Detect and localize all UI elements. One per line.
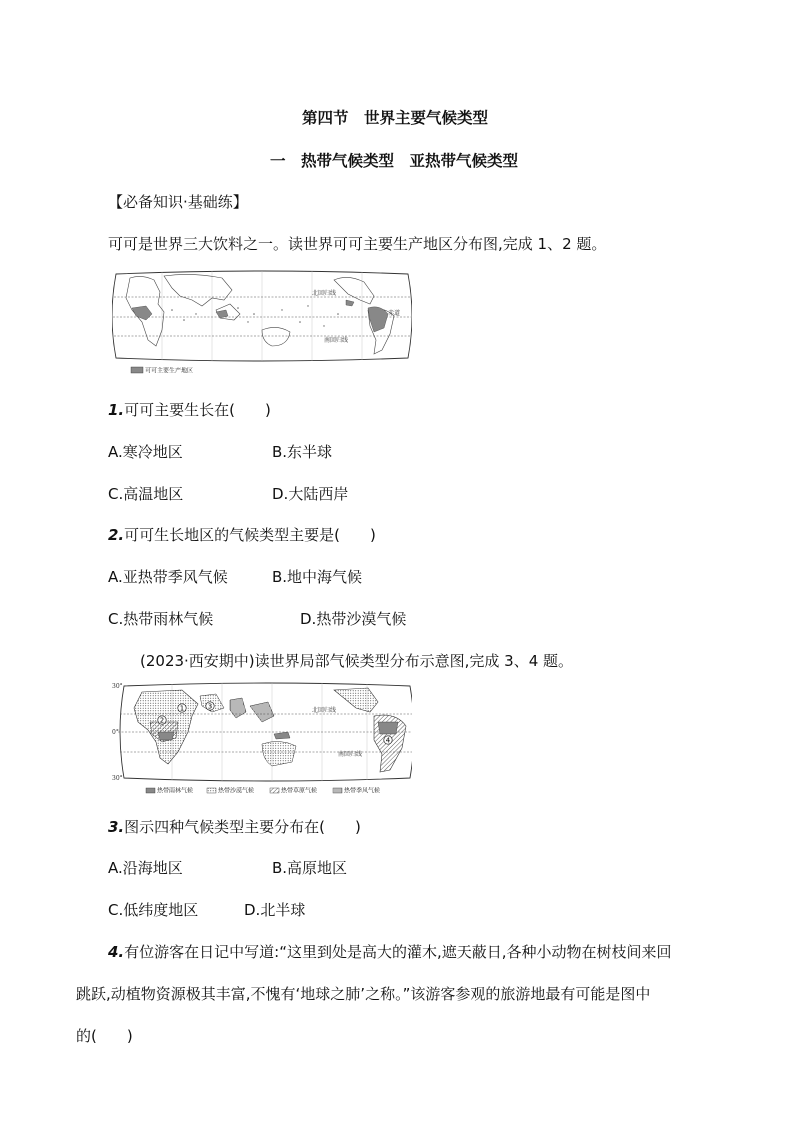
question-3-stem: [108, 816, 361, 837]
map1-tropic-south-label: 南回归线: [324, 337, 349, 344]
question-3-text: 图示四种气候类型主要分布在( ): [124, 818, 361, 836]
question-4-number: 4.: [108, 943, 125, 961]
map2-legend-desert: 热带沙漠气候: [218, 787, 255, 795]
question-3-option-d[interactable]: D.北半球: [244, 901, 306, 919]
question-3-option-c[interactable]: C.低纬度地区: [108, 901, 199, 919]
question-1-option-a[interactable]: A.寒冷地区: [108, 443, 183, 461]
category-label: 【必备知识·基础练】: [108, 193, 248, 211]
question-4-line-2: 跳跃,动植物资源极其丰富,不愧有‘地球之肺’之称。”该游客参观的旅游地最有可能是图中: [76, 985, 651, 1003]
question-1-text: 可可主要生长在( ): [124, 401, 271, 419]
map2-lat-0: 0°: [112, 729, 119, 736]
question-1-stem: [108, 399, 271, 420]
question-4-text-1: 有位游客在日记中写道:“这里到处是高大的灌木,遮天蔽日,各种小动物在树枝间来回: [124, 943, 672, 961]
question-2-option-b[interactable]: B.地中海气候: [272, 568, 363, 586]
map2-marker-3: 3: [207, 702, 213, 711]
question-2-option-d[interactable]: D.热带沙漠气候: [300, 610, 407, 628]
map2-marker-1: 1: [179, 704, 185, 713]
climate-types-map: [112, 682, 412, 800]
map2-marker-2: 2: [159, 716, 165, 725]
map1-tropic-north-label: 北回归线: [312, 290, 337, 297]
map2-lat-30n: 30°: [112, 683, 123, 690]
question-1-number: 1.: [108, 401, 125, 419]
question-4-line-1: [108, 941, 672, 962]
map2-tropic-south-label: 南回归线: [338, 751, 363, 758]
intro-cocoa: 可可是世界三大饮料之一。读世界可可主要生产地区分布图,完成 1、2 题。: [108, 235, 607, 253]
map1-legend-label: 可可主要生产地区: [145, 367, 194, 375]
question-3-option-b[interactable]: B.高原地区: [272, 859, 348, 877]
intro-climate-map: (2023·西安期中)读世界局部气候类型分布示意图,完成 3、4 题。: [140, 652, 574, 670]
question-2-number: 2.: [108, 526, 125, 544]
map2-legend-savanna: 热带草原气候: [281, 787, 318, 795]
question-4-line-3: 的( ): [76, 1027, 133, 1045]
section-title: 第四节 世界主要气候类型: [302, 109, 489, 127]
question-1-option-c[interactable]: C.高温地区: [108, 485, 184, 503]
question-3-number: 3.: [108, 818, 125, 836]
cocoa-distribution-map: [112, 270, 412, 378]
question-3-option-a[interactable]: A.沿海地区: [108, 859, 183, 877]
map2-legend-rainforest: 热带雨林气候: [157, 787, 194, 795]
question-2-option-a[interactable]: A.亚热带季风气候: [108, 568, 228, 586]
question-1-option-d[interactable]: D.大陆西岸: [272, 485, 349, 503]
map2-marker-4: 4: [385, 736, 391, 745]
question-2-option-c[interactable]: C.热带雨林气候: [108, 610, 214, 628]
map2-lat-30s: 30°: [112, 775, 123, 782]
map1-equator-label: 赤道: [388, 310, 401, 317]
map2-legend-monsoon: 热带季风气候: [344, 787, 381, 795]
question-2-stem: [108, 524, 376, 545]
subsection-title: 一 热带气候类型 亚热带气候类型: [270, 152, 519, 170]
map2-tropic-north-label: 北回归线: [312, 707, 337, 714]
question-1-option-b[interactable]: B.东半球: [272, 443, 333, 461]
question-2-text: 可可生长地区的气候类型主要是( ): [124, 526, 376, 544]
